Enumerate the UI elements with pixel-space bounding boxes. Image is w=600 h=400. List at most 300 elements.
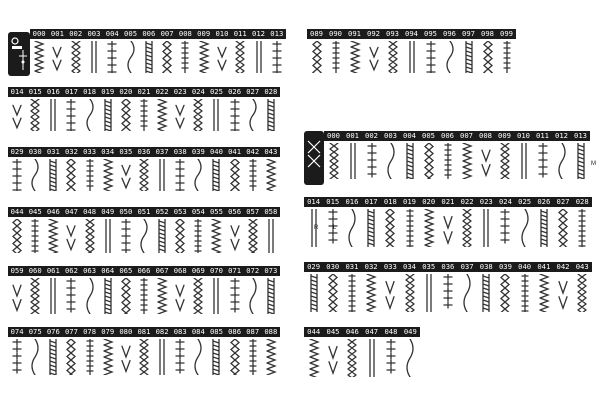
stitch-cell xyxy=(402,41,421,77)
stitch-number: 034 xyxy=(403,262,417,271)
stitch-glyph-icon xyxy=(385,339,397,377)
stitch-glyph-icon xyxy=(229,278,241,314)
stitch-number: 035 xyxy=(119,147,133,156)
stitch-cell xyxy=(207,278,225,318)
needle-mode-icon xyxy=(8,32,30,76)
stitch-cell xyxy=(207,339,225,379)
stitch-number: 048 xyxy=(384,327,398,336)
stitch-cell xyxy=(458,209,477,251)
stitch-number: 047 xyxy=(64,207,78,216)
stitch-cell xyxy=(364,41,383,77)
stitch-glyph-icon xyxy=(247,219,259,253)
stitch-number: 087 xyxy=(246,327,260,336)
stitch-number: 046 xyxy=(345,327,359,336)
stitch-number: 015 xyxy=(326,197,340,206)
stitch-cell xyxy=(262,339,280,379)
stitch-number: 046 xyxy=(46,207,60,216)
stitch-cell xyxy=(438,143,457,183)
stitch-number: 013 xyxy=(270,29,284,38)
stitch-cell xyxy=(304,339,323,381)
stitch-glyph-icon xyxy=(461,274,473,312)
stitch-glyph-icon xyxy=(120,339,132,375)
stitch-cell xyxy=(85,41,103,77)
stitch-cell xyxy=(401,339,420,381)
stitch-glyph-icon xyxy=(346,274,358,312)
stitch-cell xyxy=(207,159,225,195)
stitch-number: 056 xyxy=(228,207,242,216)
stitch-glyph-icon xyxy=(65,339,77,375)
stitch-number: 010 xyxy=(517,131,530,140)
stitch-cell xyxy=(323,339,342,381)
stitch-number: 033 xyxy=(83,147,97,156)
stitch-glyph-icon xyxy=(192,99,204,131)
stitch-cell xyxy=(44,159,62,195)
stitch-number: 089 xyxy=(310,29,323,38)
stitch-cell xyxy=(207,219,225,257)
stitch-cell xyxy=(231,41,249,77)
stitch-cell xyxy=(26,219,44,257)
stitch-glyph-icon xyxy=(347,143,359,179)
stitch-cell xyxy=(573,209,592,251)
stitch-glyph-icon xyxy=(120,219,132,253)
stitch-cell xyxy=(176,41,194,77)
stitch-cell xyxy=(135,219,153,257)
stitch-glyph-icon xyxy=(308,274,320,312)
stitch-glyph-icon xyxy=(210,99,222,131)
stitch-cell xyxy=(153,159,171,195)
stitch-cell xyxy=(153,219,171,257)
stitch-cell xyxy=(44,219,62,257)
stitch-glyph-icon xyxy=(174,278,186,314)
stitch-glyph-icon xyxy=(247,99,259,131)
stitch-number: 058 xyxy=(264,207,278,216)
stitch-number: 004 xyxy=(105,29,119,38)
stitch-number: 064 xyxy=(101,266,115,275)
stitch-number: 001 xyxy=(346,131,359,140)
stitch-cell xyxy=(497,41,516,77)
stitch-cell xyxy=(400,209,419,251)
stitch-glyph-icon xyxy=(120,99,132,131)
stitch-number: 028 xyxy=(264,87,278,96)
stitch-number: 039 xyxy=(498,262,512,271)
stitch-number: 073 xyxy=(264,266,278,275)
stitch-number: 093 xyxy=(386,29,399,38)
stitch-glyph-icon xyxy=(33,41,45,73)
stitch-glyph-icon xyxy=(192,339,204,375)
stitch-number: 006 xyxy=(142,29,156,38)
stitch-cell xyxy=(495,143,514,183)
stitch-cell xyxy=(171,99,189,135)
stitch-number: 032 xyxy=(64,147,78,156)
stitch-glyph-icon xyxy=(423,274,435,312)
stitch-number: 019 xyxy=(101,87,115,96)
stitch-cell xyxy=(342,274,361,316)
stitch-glyph-icon xyxy=(29,219,41,253)
right-group-0 xyxy=(307,29,517,79)
stitch-glyph-icon xyxy=(537,143,549,179)
stitch-number: 086 xyxy=(228,327,242,336)
stitch-cell xyxy=(26,159,44,195)
stitch-glyph-icon xyxy=(327,339,339,377)
stitch-glyph-icon xyxy=(229,219,241,253)
stitch-glyph-icon xyxy=(576,274,588,312)
stitch-cell xyxy=(99,99,117,135)
stitch-glyph-icon xyxy=(143,41,155,73)
stitch-number: 032 xyxy=(364,262,378,271)
stitch-cell xyxy=(117,278,135,318)
left-group-3 xyxy=(8,207,290,257)
stitch-number: 031 xyxy=(46,147,60,156)
stitch-number: 015 xyxy=(28,87,42,96)
stitch-number: 076 xyxy=(46,327,60,336)
stitch-cell xyxy=(62,99,80,135)
stitch-cell xyxy=(213,41,231,77)
stitch-cell xyxy=(552,143,571,183)
stitch-number: 022 xyxy=(155,87,169,96)
stitch-cell xyxy=(153,339,171,379)
stitch-cell xyxy=(362,274,381,316)
stitch-number: 067 xyxy=(155,266,169,275)
stitch-glyph-icon xyxy=(174,159,186,191)
stitch-cell xyxy=(62,159,80,195)
stitch-cell xyxy=(99,219,117,257)
stitch-glyph-icon xyxy=(308,339,320,377)
stitch-number: 024 xyxy=(191,87,205,96)
stitch-glyph-icon xyxy=(84,99,96,131)
stitch-cell xyxy=(195,41,213,77)
stitch-number: 041 xyxy=(228,147,242,156)
stitch-cell xyxy=(458,274,477,316)
stitch-glyph-icon xyxy=(84,219,96,253)
stitch-cell xyxy=(81,219,99,257)
stitch-number: 057 xyxy=(246,207,260,216)
stitch-cell xyxy=(171,339,189,379)
stitch-cell xyxy=(262,99,280,135)
stitch-glyph-icon xyxy=(29,278,41,314)
stitch-glyph-icon xyxy=(365,274,377,312)
stitch-number: 077 xyxy=(64,327,78,336)
stitch-number-strip xyxy=(30,29,286,39)
stitch-glyph-icon xyxy=(65,159,77,191)
stitch-cell xyxy=(81,159,99,195)
stitch-number: 081 xyxy=(137,327,151,336)
stitch-glyph-icon xyxy=(499,274,511,312)
stitch-number: 045 xyxy=(28,207,42,216)
stitch-cell xyxy=(476,143,495,183)
stitch-glyph-icon xyxy=(120,159,132,191)
stitch-number: 043 xyxy=(264,147,278,156)
stitch-glyph-icon xyxy=(384,209,396,247)
stitch-cell xyxy=(189,99,207,135)
stitch-cell xyxy=(400,143,419,183)
stitch-number: 099 xyxy=(500,29,513,38)
stitch-number-strip xyxy=(307,29,516,39)
stitch-glyph-icon xyxy=(265,219,277,253)
stitch-cell xyxy=(117,339,135,379)
stitch-number: 074 xyxy=(10,327,24,336)
stitch-number: 083 xyxy=(173,327,187,336)
stitch-cell xyxy=(171,278,189,318)
stitch-cell xyxy=(419,143,438,183)
stitch-cell xyxy=(342,209,361,251)
stitch-number: 071 xyxy=(228,266,242,275)
stitch-glyph-icon xyxy=(216,41,228,73)
stitch-glyph-icon xyxy=(253,41,265,73)
stitch-number: 040 xyxy=(518,262,532,271)
stitch-glyph-icon xyxy=(174,219,186,253)
stitch-number: 049 xyxy=(101,207,115,216)
stitch-glyph-icon xyxy=(156,219,168,253)
stitch-glyph-icon xyxy=(423,209,435,247)
stitch-number: 007 xyxy=(160,29,174,38)
stitch-cell xyxy=(326,41,345,77)
stitch-row xyxy=(324,143,590,183)
stitch-number: 096 xyxy=(443,29,456,38)
stitch-number: 039 xyxy=(191,147,205,156)
stitch-number: 041 xyxy=(537,262,551,271)
stitch-glyph-icon xyxy=(385,143,397,179)
stitch-number: 051 xyxy=(137,207,151,216)
stitch-number: 016 xyxy=(46,87,60,96)
stitch-glyph-icon xyxy=(156,159,168,191)
stitch-cell xyxy=(140,41,158,77)
stitch-number: 066 xyxy=(137,266,151,275)
stitch-number: 075 xyxy=(28,327,42,336)
stitch-glyph-icon xyxy=(365,209,377,247)
stitch-cell xyxy=(226,339,244,379)
stitch-number: 010 xyxy=(215,29,229,38)
stitch-cell xyxy=(226,159,244,195)
stitch-glyph-icon xyxy=(192,159,204,191)
stitch-number: 082 xyxy=(155,327,169,336)
stitch-glyph-icon xyxy=(161,41,173,73)
stitch-glyph-icon xyxy=(179,41,191,73)
stitch-cell xyxy=(44,339,62,379)
stitch-glyph-icon xyxy=(210,339,222,375)
stitch-number: 000 xyxy=(32,29,46,38)
stitch-number: 033 xyxy=(383,262,397,271)
stitch-number: 020 xyxy=(119,87,133,96)
stitch-glyph-icon xyxy=(328,143,340,179)
stitch-cell xyxy=(103,41,121,77)
stitch-glyph-icon xyxy=(47,219,59,253)
stitch-cell xyxy=(362,209,381,251)
stitch-glyph-icon xyxy=(47,99,59,131)
stitch-cell xyxy=(189,219,207,257)
stitch-glyph-icon xyxy=(102,99,114,131)
stitch-cell xyxy=(153,99,171,135)
stitch-glyph-icon xyxy=(138,159,150,191)
stitch-number: 007 xyxy=(460,131,473,140)
stitch-number: 098 xyxy=(481,29,494,38)
stitch-number: 012 xyxy=(555,131,568,140)
stitch-number: 045 xyxy=(326,327,340,336)
stitch-number: 014 xyxy=(10,87,24,96)
stitch-glyph-icon xyxy=(29,99,41,131)
stitch-number: 003 xyxy=(87,29,101,38)
stitch-row xyxy=(307,41,516,77)
stitch-cell xyxy=(8,159,26,195)
inline-label-r: R xyxy=(314,225,319,231)
stitch-cell xyxy=(121,41,139,77)
stitch-glyph-icon xyxy=(65,219,77,253)
stitch-glyph-icon xyxy=(519,274,531,312)
stitch-number: 018 xyxy=(83,87,97,96)
stitch-glyph-icon xyxy=(346,339,358,377)
stitch-number-strip xyxy=(8,87,280,97)
stitch-glyph-icon xyxy=(499,143,511,179)
stitch-number: 060 xyxy=(28,266,42,275)
stitch-glyph-icon xyxy=(557,274,569,312)
stitch-number: 072 xyxy=(246,266,260,275)
stitch-cell xyxy=(207,99,225,135)
stitch-cell xyxy=(343,339,362,381)
stitch-number-strip xyxy=(8,147,280,157)
stitch-glyph-icon xyxy=(366,143,378,179)
stitch-cell xyxy=(514,143,533,183)
stitch-glyph-icon xyxy=(51,41,63,73)
right-group-1 xyxy=(304,131,596,187)
stitch-cell xyxy=(44,278,62,318)
stitch-glyph-icon xyxy=(138,339,150,375)
stitch-glyph-icon xyxy=(406,41,418,73)
stitch-cell xyxy=(8,278,26,318)
stitch-glyph-icon xyxy=(138,278,150,314)
stitch-glyph-icon xyxy=(404,274,416,312)
stitch-glyph-icon xyxy=(518,143,530,179)
stitch-glyph-icon xyxy=(70,41,82,73)
stitch-cell xyxy=(135,339,153,379)
stitch-glyph-icon xyxy=(11,278,23,314)
stitch-number: 084 xyxy=(191,327,205,336)
stitch-number: 040 xyxy=(209,147,223,156)
stitch-cell xyxy=(553,274,572,316)
stitch-glyph-icon xyxy=(311,41,323,73)
stitch-glyph-icon xyxy=(265,99,277,131)
stitch-number: 022 xyxy=(460,197,474,206)
stitch-glyph-icon xyxy=(247,339,259,375)
stitch-cell xyxy=(81,278,99,318)
stitch-number: 055 xyxy=(209,207,223,216)
stitch-number: 002 xyxy=(69,29,83,38)
stitch-number-strip xyxy=(304,327,420,337)
stitch-number: 013 xyxy=(574,131,587,140)
stitch-number: 068 xyxy=(173,266,187,275)
stitch-cell xyxy=(99,159,117,195)
stitch-glyph-icon xyxy=(404,143,416,179)
stitch-cell xyxy=(62,339,80,379)
stitch-cell xyxy=(477,209,496,251)
stitch-number: 097 xyxy=(462,29,475,38)
stitch-number: 016 xyxy=(345,197,359,206)
side-label: M xyxy=(591,161,596,167)
stitch-cell xyxy=(117,99,135,135)
stitch-number: 028 xyxy=(575,197,589,206)
stitch-glyph-icon xyxy=(461,209,473,247)
stitch-cell xyxy=(304,274,323,316)
stitch-number: 048 xyxy=(83,207,97,216)
stitch-row xyxy=(8,219,280,257)
stitch-glyph-icon xyxy=(247,278,259,314)
stitch-glyph-icon xyxy=(84,278,96,314)
stitch-number: 023 xyxy=(479,197,493,206)
stitch-cell xyxy=(189,278,207,318)
stitch-number: 065 xyxy=(119,266,133,275)
stitch-number: 030 xyxy=(28,147,42,156)
stitch-glyph-icon xyxy=(102,339,114,375)
stitch-glyph-icon xyxy=(174,99,186,131)
stitch-cell xyxy=(244,159,262,195)
stitch-glyph-icon xyxy=(330,41,342,73)
stitch-glyph-icon xyxy=(265,339,277,375)
stitch-cell xyxy=(515,274,534,316)
stitch-number: 059 xyxy=(10,266,24,275)
stitch-glyph-icon xyxy=(538,209,550,247)
inline-label-l: L xyxy=(333,225,337,231)
stitch-glyph-icon xyxy=(125,41,137,73)
stitch-glyph-icon xyxy=(366,339,378,377)
stitch-glyph-icon xyxy=(11,339,23,375)
stitch-glyph-icon xyxy=(576,209,588,247)
stitch-number: 050 xyxy=(119,207,133,216)
stitch-number: 053 xyxy=(173,207,187,216)
stitch-number: 037 xyxy=(155,147,169,156)
stitch-glyph-icon xyxy=(229,159,241,191)
stitch-cell xyxy=(117,159,135,195)
stitch-cell xyxy=(457,143,476,183)
stitch-cell xyxy=(262,159,280,195)
stitch-glyph-icon xyxy=(47,159,59,191)
stitch-number: 012 xyxy=(252,29,265,38)
stitch-glyph-icon xyxy=(29,159,41,191)
stitch-glyph-icon xyxy=(519,209,531,247)
stitch-number: 078 xyxy=(83,327,97,336)
stitch-number: 090 xyxy=(329,29,342,38)
stitch-cell xyxy=(345,41,364,77)
stitch-cell xyxy=(324,143,343,183)
stitch-cell xyxy=(99,339,117,379)
stitch-number: 095 xyxy=(424,29,437,38)
stitch-number: 009 xyxy=(197,29,211,38)
stitch-glyph-icon xyxy=(156,278,168,314)
stitch-row xyxy=(8,278,280,318)
stitch-cell xyxy=(249,41,267,77)
stitch-number: 062 xyxy=(64,266,78,275)
stitch-glyph-icon xyxy=(198,41,210,73)
stitch-cell xyxy=(438,274,457,316)
stitch-number: 008 xyxy=(479,131,492,140)
stitch-number: 042 xyxy=(556,262,570,271)
stitch-glyph-icon xyxy=(11,159,23,191)
stitch-cell xyxy=(117,219,135,257)
stitch-number: 037 xyxy=(460,262,474,271)
stitch-cell xyxy=(226,278,244,318)
stitch-cell xyxy=(343,143,362,183)
stitch-row xyxy=(30,41,286,77)
stitch-number: 023 xyxy=(173,87,187,96)
stitch-glyph-icon xyxy=(404,339,416,377)
stitch-number: 029 xyxy=(307,262,321,271)
stitch-cell xyxy=(81,99,99,135)
stitch-number: 030 xyxy=(326,262,340,271)
stitch-glyph-icon xyxy=(442,143,454,179)
stitch-number: 018 xyxy=(383,197,397,206)
stitch-number: 047 xyxy=(365,327,379,336)
stitch-number: 021 xyxy=(441,197,455,206)
stitch-number: 085 xyxy=(209,327,223,336)
stitch-cell xyxy=(323,274,342,316)
cross-stitch-mode-badge xyxy=(304,131,324,185)
